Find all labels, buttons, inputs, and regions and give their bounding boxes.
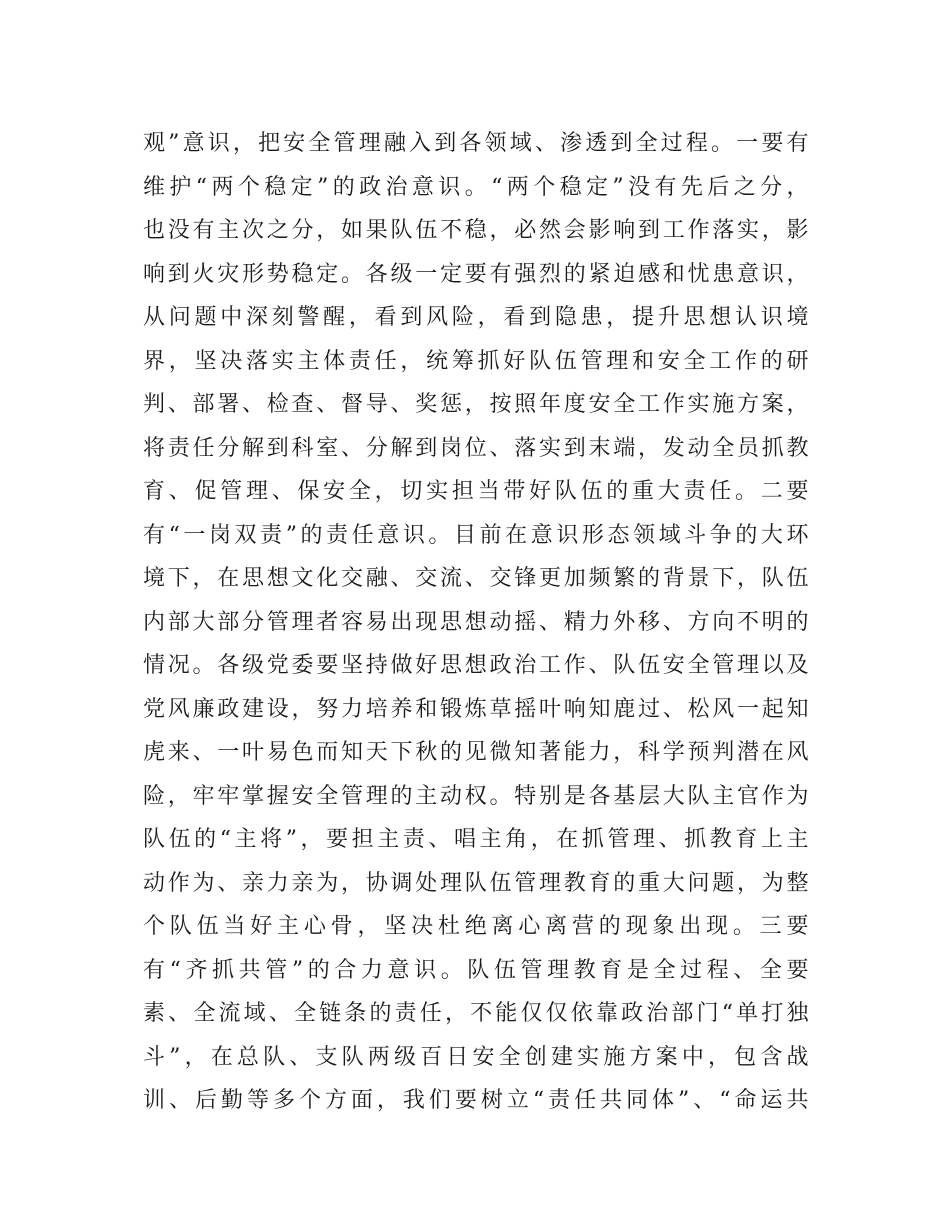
text-line: 育、促管理、保安全，切实担当带好队伍的重大责任。二要 bbox=[143, 479, 809, 504]
text-line: 内部大部分管理者容易出现思想动摇、精力外移、方向不明的 bbox=[143, 609, 809, 635]
text-line: 个队伍当好主心骨，坚决杜绝离心离营的现象出现。三要 bbox=[143, 914, 809, 939]
text-line: 党风廉政建设，努力培养和锻炼草摇叶响知鹿过、松风一起知 bbox=[143, 696, 809, 722]
body-text bbox=[143, 122, 809, 1123]
text-line: 有“齐抓共管”的合力意识。队伍管理教育是全过程、全要 bbox=[143, 957, 809, 983]
text-line: 境下，在思想文化交融、交流、交锋更加频繁的背景下，队伍 bbox=[143, 566, 809, 591]
text-line: 也没有主次之分，如果队伍不稳，必然会影响到工作落实，影 bbox=[143, 218, 809, 243]
text-line: 观”意识，把安全管理融入到各领域、渗透到全过程。一要有 bbox=[143, 131, 809, 156]
text-line: 界，坚决落实主体责任，统筹抓好队伍管理和安全工作的研 bbox=[143, 348, 809, 374]
text-line: 素、全流域、全链条的责任，不能仅仅依靠政治部门“单打独 bbox=[143, 1001, 809, 1026]
text-line: 斗”，在总队、支队两级百日安全创建实施方案中，包含战 bbox=[143, 1044, 809, 1070]
text-line: 响到火灾形势稳定。各级一定要有强烈的紧迫感和忧患意识， bbox=[143, 261, 809, 287]
text-line: 队伍的“主将”，要担主责、唱主角，在抓管理、抓教育上主 bbox=[143, 827, 809, 852]
text-line: 维护“两个稳定”的政治意识。“两个稳定”没有先后之分， bbox=[143, 174, 809, 200]
text-line: 险，牢牢掌握安全管理的主动权。特别是各基层大队主官作为 bbox=[143, 783, 809, 809]
text-line: 动作为、亲力亲为，协调处理队伍管理教育的重大问题，为整 bbox=[143, 870, 809, 896]
text-line: 判、部署、检查、督导、奖惩，按照年度安全工作实施方案， bbox=[143, 392, 809, 417]
text-line: 情况。各级党委要坚持做好思想政治工作、队伍安全管理以及 bbox=[143, 653, 809, 678]
text-line: 训、后勤等多个方面，我们要树立“责任共同体”、“命运共 bbox=[143, 1088, 809, 1113]
text-line: 将责任分解到科室、分解到岗位、落实到末端，发动全员抓教 bbox=[143, 435, 809, 461]
text-line: 虎来、一叶易色而知天下秋的见微知著能力，科学预判潜在风 bbox=[143, 740, 809, 765]
text-line: 有“一岗双责”的责任意识。目前在意识形态领域斗争的大环 bbox=[143, 522, 809, 548]
text-line: 从问题中深刻警醒，看到风险，看到隐患，提升思想认识境 bbox=[143, 305, 809, 330]
